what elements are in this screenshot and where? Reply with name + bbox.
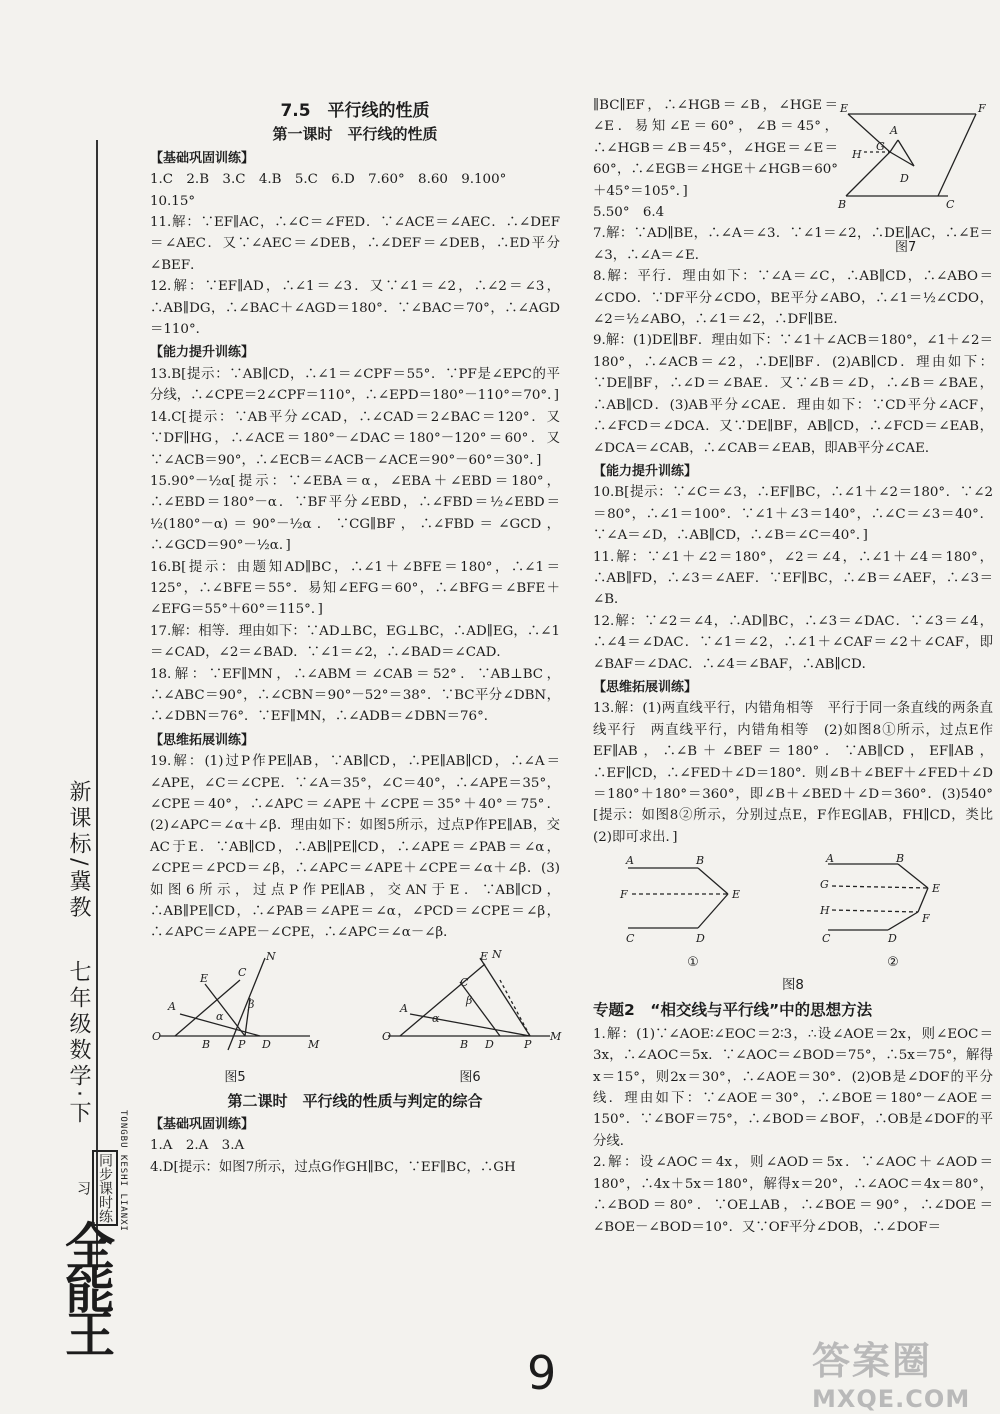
svg-text:D: D — [696, 932, 705, 946]
svg-text:C: C — [238, 965, 247, 979]
figure-5-diagram — [150, 950, 320, 1060]
svg-text:A: A — [890, 124, 898, 137]
svg-text:H: H — [852, 148, 862, 161]
svg-text:C: C — [626, 932, 635, 946]
svg-text:E: E — [200, 971, 209, 985]
answer-line: 1.解：(1)∵∠AOE∶∠EOC＝2∶3，∴设∠AOE＝2x，则∠EOC＝3x，∴∠AOC＝5x．∵∠AOC＝∠BOD＝75°，∴5x＝75°，解得x＝15°，则2x＝30°，∴∠AOE＝30°．(2)OB是∠DOF的平分线．理由如下：∵∠AOE＝30°，∴∠BOE＝180°－∠AOE＝150°．∵∠BOF＝75°，∴∠BOD＝∠BOF，∴OB是∠DOF的平分线． — [593, 1026, 993, 1149]
svg-text:α: α — [432, 1011, 440, 1025]
svg-text:O: O — [152, 1029, 162, 1043]
svg-text:β: β — [466, 993, 473, 1007]
section-title: 7.5 平行线的性质 — [280, 101, 430, 121]
figure-6-caption: 图6 — [459, 1070, 481, 1086]
svg-text:N: N — [492, 947, 502, 961]
figure-row-5-6 — [150, 947, 562, 1089]
basic-heading: 【基础巩固训练】 — [150, 150, 255, 166]
answer-line: 4.D[提示：如图7所示，过点G作GH∥BC，∵EF∥BC，∴GH — [150, 1159, 516, 1175]
brand-logo — [30, 1110, 128, 1410]
svg-text:P: P — [524, 1037, 532, 1051]
figure-8-2-diagram — [818, 854, 968, 944]
answer-line: 10.15° — [150, 193, 196, 209]
page-number: 9 — [527, 1346, 557, 1400]
svg-text:C: C — [946, 198, 955, 211]
svg-text:B: B — [460, 1037, 469, 1051]
figure-8-part-2 — [818, 854, 968, 973]
svg-text:B: B — [896, 852, 905, 866]
answer-line: 13.B[提示：∵AB∥CD，∴∠1＝∠CPF＝55°．∵PF是∠EPC的平分线，∴∠CPE＝2∠CPF＝110°，∴∠EPD＝180°－110°＝70°．] — [150, 366, 560, 404]
answer-line: 1.A 2.A 3.A — [150, 1138, 245, 1154]
svg-text:C: C — [460, 975, 469, 989]
svg-text:M: M — [308, 1037, 320, 1051]
answer-line: 12.解：∵∠2＝∠4，∴AD∥BC，∴∠3＝∠DAC．∵∠3＝∠4，∴∠4＝∠DAC．∵∠1＝∠2，∴∠1＋∠CAF＝∠2＋∠CAF，即∠BAF＝∠DAC．∴∠4＝∠BAF，∴AB∥CD． — [593, 613, 993, 672]
svg-text:G: G — [820, 878, 829, 892]
figure-8-part-1 — [618, 854, 768, 973]
figure-8-1-diagram — [618, 854, 768, 944]
svg-text:C: C — [822, 932, 831, 946]
left-column — [150, 95, 560, 1178]
answer-line: 15.90°－½α[提示：∵∠EBA＝α，∠EBA＋∠EBD＝180°，∴∠EBD＝180°－α．∵BF平分∠EBD，∴∠FBD＝½∠EBD＝½(180°－α)＝90°－½α．∵CG∥BF，∴∠FBD＝∠GCD，∴∠GCD＝90°－½α．] — [150, 473, 560, 554]
svg-text:O: O — [382, 1029, 392, 1043]
answer-line: 16.B[提示：由题知AD∥BC，∴∠1＋∠BFE＝180°，∴∠1＝125°，∴∠BFE＝55°．易知∠EFG＝60°，∴∠BFG＝∠BFE＋∠EFG＝55°＋60°＝115°．] — [150, 559, 560, 618]
answer-line: 14.C[提示：∵AB平分∠CAD，∴∠CAD＝2∠BAC＝120°．又∵DF∥HG，∴∠ACE＝180°－∠DAC＝180°－120°＝60°．又∵∠ACB＝90°，∴∠ECB＝∠ACB－∠ACE＝90°－60°＝30°．] — [150, 409, 560, 468]
svg-text:A: A — [400, 1001, 408, 1015]
basic-heading-2: 【基础巩固训练】 — [150, 1117, 255, 1133]
svg-text:H: H — [820, 904, 830, 918]
figure-8-sub-1: ① — [687, 954, 699, 970]
svg-text:G: G — [876, 140, 885, 153]
svg-text:D: D — [888, 932, 897, 946]
answer-line: 11.解：∵EF∥AC，∴∠C＝∠FED．∵∠ACE＝∠AEC．∴∠DEF＝∠AEC．又∵∠AEC＝∠DEB，∴∠DEF＝∠DEB，∴ED平分∠BEF． — [150, 215, 560, 273]
svg-text:M: M — [550, 1029, 562, 1043]
svg-text:D: D — [485, 1037, 494, 1051]
answer-line: 8.解：平行．理由如下：∵∠A＝∠C，∴AB∥CD，∴∠ABO＝∠CDO．∵DF平分∠CDO，BE平分∠ABO，∴∠1＝½∠CDO，∠2＝½∠ABO，∴∠1＝∠2，∴DF∥BE． — [593, 269, 993, 328]
answer-line: 18.解：∵EF∥MN，∴∠ABM＝∠CAB＝52°．∵AB⊥BC，∴∠ABC＝90°，∴∠CBN＝90°－52°＝38°．∵BC平分∠DBN，∴∠DBN＝76°．∵EF∥MN，∴∠ADB＝∠DBN＝76°． — [150, 666, 560, 725]
answer-line: 9.解：(1)DE∥BF．理由如下：∵∠1＋∠ACB＝180°，∠1＋∠2＝180°，∴∠ACB＝∠2，∴DE∥BF．(2)AB∥CD．理由如下：∵DE∥BF，∴∠D＝∠BAE．又∵∠B＝∠D，∴∠B＝∠BAE，∴AB∥CD．(3)AB平分∠CAE．理由如下：∵CD平分∠ACF，∴∠FCD＝∠DCA．又∵DE∥BF，AB∥CD，∴∠FCD＝∠EAB，∠DCA＝∠CAB，∴∠CAB＝∠EAB，即AB平分∠CAE． — [593, 333, 993, 456]
svg-text:F: F — [620, 888, 628, 902]
lesson-title: 第一课时 平行线的性质 — [272, 125, 438, 144]
answer-line: 2.解：设∠AOC＝4x，则∠AOD＝5x．∵∠AOC＋∠AOD＝180°，∴4x＋5x＝180°，解得x＝20°，∴∠AOC＝4x＝80°，∴∠BOD＝80°．∵OE⊥AB，∴∠BOE＝90°，∴∠DOE＝∠BOE－∠BOD＝10°．又∵OF平分∠DOB，∴∠DOF＝ — [593, 1155, 993, 1235]
answer-line: 19.解：(1)过P作PE∥AB，∵AB∥CD，∴PE∥AB∥CD，∴∠A＝∠APE，∠C＝∠CPE．∵∠A＝35°，∠C＝40°，∴∠APE＝35°，∠CPE＝40°，∴∠APC＝∠APE＋∠CPE＝35°＋40°＝75°．(2)∠APC＝∠α＋∠β．理由如下：如图5所示，过点P作PE∥AB，交AC于E．∵AB∥CD，∴AB∥PE∥CD，∴∠APE＝∠PAB＝∠α，∠CPE＝∠PCD＝∠β，∴∠APC＝∠APE＋∠CPE＝∠α＋∠β．(3)如图6所示，过点P作PE∥AB，交AN于E．∵AB∥CD，∴AB∥PE∥CD，∴∠PAB＝∠APE＝∠α，∠PCD＝∠CPE＝∠β，∴∠APC＝∠APE－∠CPE，∴∠APC＝∠α－∠β． — [150, 754, 560, 941]
figure-8 — [593, 854, 993, 973]
svg-text:E: E — [732, 888, 741, 902]
answer-continuation: ∥BC∥EF，∴∠HGB＝∠B，∠HGE＝∠E．易知∠E＝60°，∠B＝45°，∴∠HGB＝∠B＝45°，∠HGE＝∠E＝60°，∴∠EGB＝∠HGE＋∠HGB＝60°＋45°＝105°．] — [593, 98, 838, 199]
svg-text:P: P — [238, 1037, 246, 1051]
ability-heading-right: 【能力提升训练】 — [593, 463, 698, 479]
figure-6 — [380, 947, 562, 1089]
expand-heading-right: 【思维拓展训练】 — [593, 679, 698, 695]
answer-line: 17.解：相等．理由如下：∵AD⊥BC，EG⊥BC，∴AD∥EG，∴∠1＝∠CAD，∠2＝∠BAD．∵∠1＝∠2，∴∠BAD＝∠CAD． — [150, 623, 560, 661]
svg-text:A: A — [626, 854, 634, 868]
svg-text:β: β — [248, 997, 255, 1011]
svg-text:B: B — [696, 854, 705, 868]
answer-line: 10.B[提示：∵∠C＝∠3，∴EF∥BC，∴∠1＋∠2＝180°．∵∠2＝80°，∴∠1＝100°．∵∠1＋∠3＝140°，∴∠C＝∠3＝40°．∵∠A＝∠D，∴AB∥CD，∴∠B＝∠C＝40°．] — [593, 485, 993, 544]
watermark-bottom: MXQE.COM — [812, 1385, 971, 1413]
answer-line: 7.解：∵AD∥BE，∴∠A＝∠3．∵∠1＝∠2，∴DE∥AC，∴∠E＝∠3，∴∠A＝∠E． — [593, 226, 993, 263]
figure-5-caption: 图5 — [224, 1070, 246, 1086]
brand-logo-text: 全能王 — [57, 1220, 116, 1352]
topic-title: 专题2 “相交线与平行线”中的思想方法 — [593, 1001, 873, 1020]
svg-text:B: B — [838, 198, 847, 211]
watermark — [812, 1330, 1000, 1414]
spine-grade: 七年级数学·下 — [66, 960, 91, 1127]
watermark-top: 答案圈 — [812, 1339, 933, 1383]
ability-heading: 【能力提升训练】 — [150, 345, 255, 361]
svg-text:A: A — [168, 999, 176, 1013]
answer-line: 5.50° 6.4 — [593, 205, 665, 221]
svg-text:F: F — [922, 912, 930, 926]
answer-line: 11.解：∵∠1＋∠2＝180°，∠2＝∠4，∴∠1＋∠4＝180°，∴AB∥FD，∴∠3＝∠AEF．∵EF∥BC，∴∠B＝∠AEF，∴∠3＝∠B． — [593, 549, 993, 608]
expand-heading: 【思维拓展训练】 — [150, 732, 255, 748]
figure-5 — [150, 950, 320, 1089]
figure-8-caption: 图8 — [782, 978, 804, 994]
spine-edition: 新课标/冀教 — [66, 780, 91, 922]
brand-pinyin: TONGBU KESHI LIANXI — [118, 1110, 128, 1232]
answer-line: 1.C 2.B 3.C 4.B 5.C 6.D 7.60° 8.60 9.100° — [150, 172, 507, 188]
brand-box-text: 同步课时练习 — [92, 1150, 118, 1226]
svg-text:N: N — [266, 949, 276, 963]
svg-text:E: E — [932, 882, 941, 896]
answer-line: 12.解：∵EF∥AD，∴∠1＝∠3．又∵∠1＝∠2，∴∠2＝∠3，∴AB∥DG，∴∠BAC＋∠AGD＝180°．∵∠BAC＝70°，∴∠AGD＝110°． — [150, 279, 560, 338]
lesson-title-2: 第二课时 平行线的性质与判定的综合 — [227, 1091, 483, 1110]
answer-line: 13.解：(1)两直线平行，内错角相等 平行于同一条直线的两条直线平行 两直线平行，内错角相等 (2)如图8①所示，过点E作EF∥AB，∴∠B＋∠BEF＝180°．∵AB∥CD，EF∥AB，∴EF∥CD，∴∠FED＋∠D＝180°．则∠B＋∠BEF＋∠FED＋∠D＝180°＋180°＝360°，即∠B＋∠BED＋∠D＝360°．(3)540°[提示：如图8②所示，分别过点E，F作EG∥AB，FH∥CD，类比(2)即可求出．] — [593, 701, 993, 845]
svg-text:B: B — [202, 1037, 211, 1051]
svg-text:D: D — [900, 172, 909, 185]
svg-text:α: α — [216, 1009, 224, 1023]
spine-rule — [96, 140, 98, 1270]
svg-text:E: E — [480, 949, 489, 963]
figure-6-diagram — [380, 947, 562, 1060]
svg-text:E: E — [840, 102, 849, 115]
figure-8-sub-2: ② — [887, 954, 899, 970]
figure-7-caption: 图7 — [895, 240, 917, 255]
svg-text:F: F — [978, 102, 986, 115]
svg-text:D: D — [262, 1037, 271, 1051]
svg-text:A: A — [826, 852, 834, 866]
right-column — [593, 95, 993, 1238]
